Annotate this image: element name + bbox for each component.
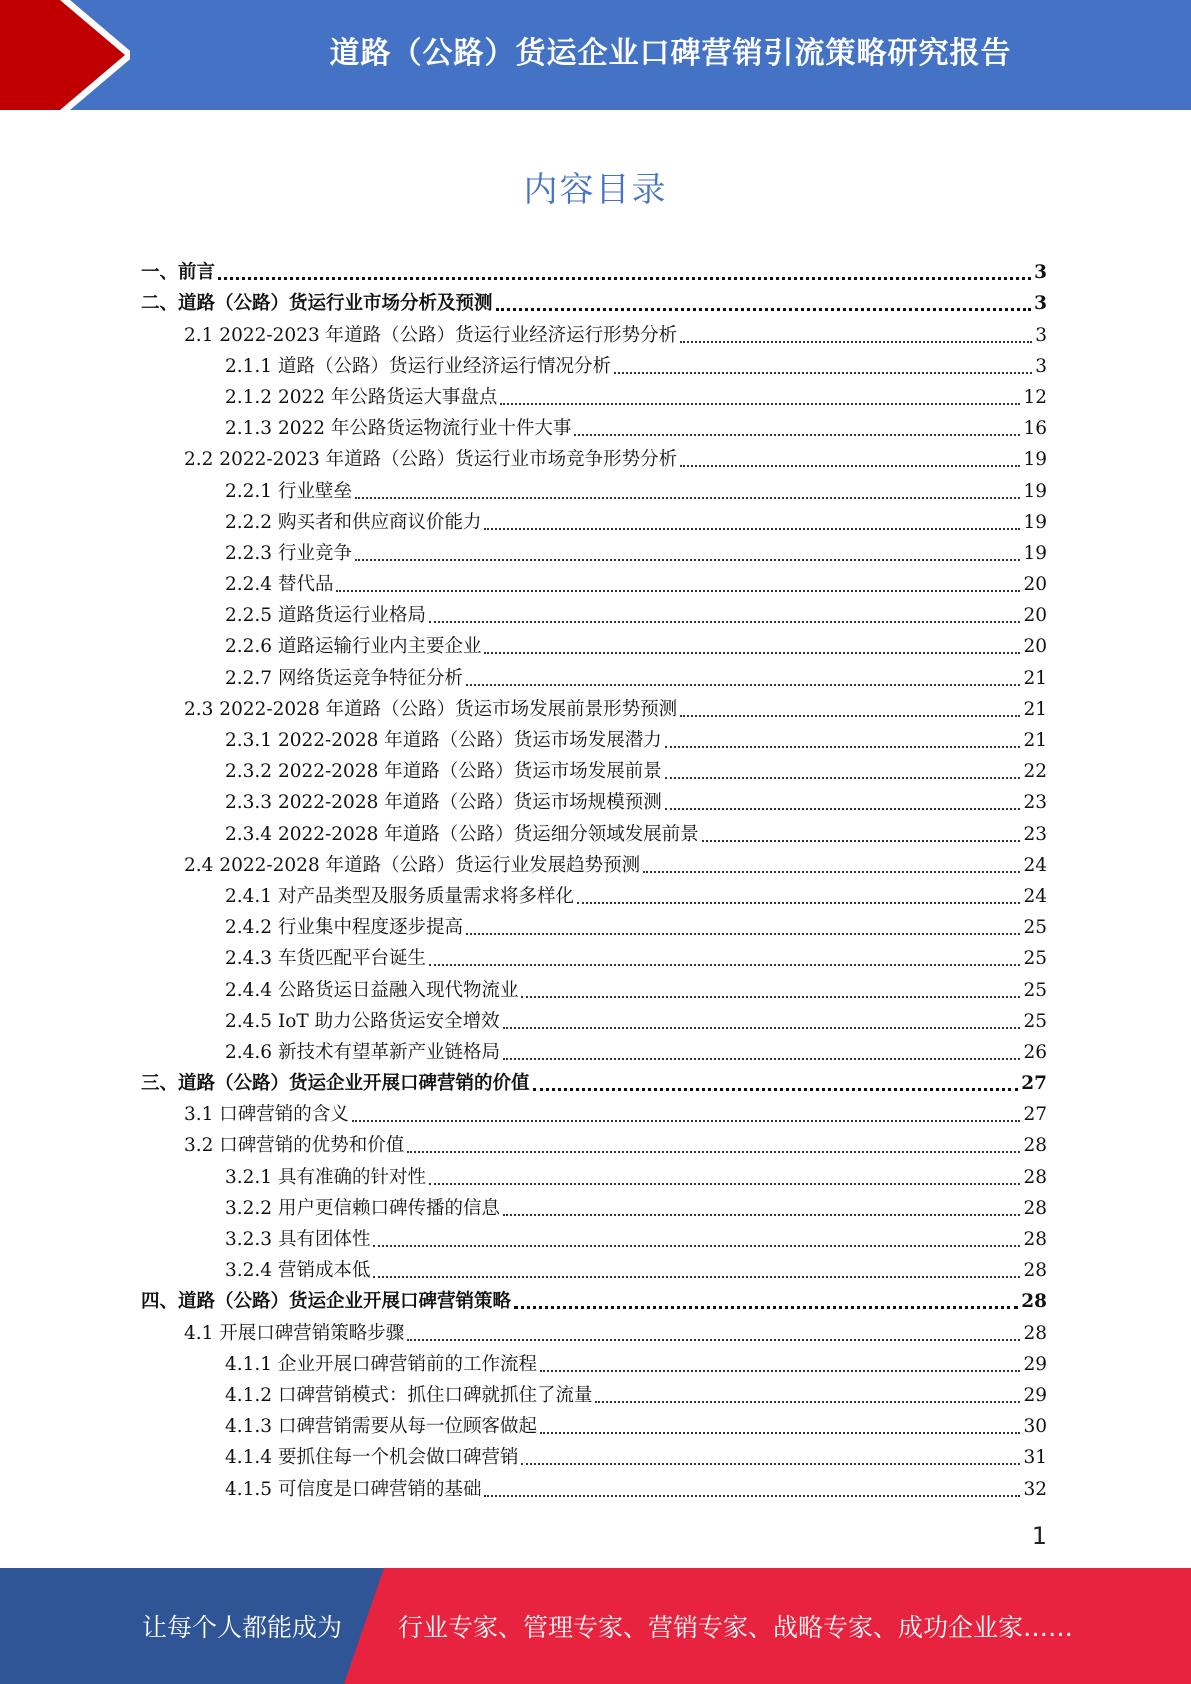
toc-entry-title: 3.2.4 营销成本低 bbox=[225, 1260, 371, 1282]
page-footer bbox=[0, 1568, 1191, 1684]
toc-entry[interactable] bbox=[141, 1439, 1047, 1470]
toc-entry[interactable] bbox=[141, 878, 1047, 909]
toc-leader-dots bbox=[429, 621, 1020, 623]
toc-entry-title: 2.2.5 道路货运行业格局 bbox=[225, 605, 426, 627]
toc-entry[interactable] bbox=[141, 535, 1047, 566]
toc-entry-title: 四、道路（公路）货运企业开展口碑营销策略 bbox=[141, 1291, 512, 1313]
toc-entry[interactable] bbox=[141, 1065, 1047, 1096]
toc-entry-page: 21 bbox=[1023, 667, 1047, 689]
toc-leader-dots bbox=[484, 1495, 1020, 1497]
toc-leader-dots bbox=[218, 277, 1031, 280]
toc-entry-page: 16 bbox=[1023, 418, 1047, 440]
toc-entry-title: 2.4 2022-2028 年道路（公路）货运行业发展趋势预测 bbox=[184, 854, 641, 876]
toc-leader-dots bbox=[614, 372, 1032, 374]
toc-entry-page: 12 bbox=[1023, 386, 1047, 408]
toc-entry[interactable] bbox=[141, 1127, 1047, 1158]
toc-entry-title: 2.1.2 2022 年公路货运大事盘点 bbox=[225, 386, 498, 408]
toc-entry-page: 20 bbox=[1023, 605, 1047, 627]
toc-entry-page: 25 bbox=[1023, 1010, 1047, 1032]
toc-entry-title: 3.2.2 用户更信赖口碑传播的信息 bbox=[225, 1197, 500, 1219]
toc-leader-dots bbox=[500, 403, 1020, 405]
toc-entry-title: 2.4.2 行业集中程度逐步提高 bbox=[225, 917, 463, 939]
toc-leader-dots bbox=[574, 434, 1020, 436]
toc-leader-dots bbox=[373, 1276, 1020, 1278]
toc-leader-dots bbox=[540, 1432, 1020, 1434]
toc-entry[interactable] bbox=[141, 472, 1047, 503]
toc-entry[interactable] bbox=[141, 691, 1047, 722]
toc-entry-title: 4.1 开展口碑营销策略步骤 bbox=[184, 1322, 405, 1344]
toc-leader-dots bbox=[680, 715, 1020, 717]
toc-leader-dots bbox=[540, 1370, 1020, 1372]
toc-entry-title: 2.3.3 2022-2028 年道路（公路）货运市场规模预测 bbox=[225, 792, 662, 814]
toc-entry-page: 24 bbox=[1023, 885, 1047, 907]
toc-entry-title: 2.3.4 2022-2028 年道路（公路）货运细分领域发展前景 bbox=[225, 823, 699, 845]
toc-leader-dots bbox=[407, 1339, 1020, 1341]
toc-leader-dots bbox=[680, 465, 1020, 467]
toc-entry[interactable] bbox=[141, 971, 1047, 1002]
footer-slogan-left: 让每个人都能成为 bbox=[142, 1613, 343, 1642]
toc-entry[interactable] bbox=[141, 1034, 1047, 1065]
toc-entry[interactable] bbox=[141, 815, 1047, 846]
toc-entry[interactable] bbox=[141, 441, 1047, 472]
toc-entry-page: 19 bbox=[1023, 449, 1047, 471]
toc-leader-dots bbox=[643, 871, 1020, 873]
toc-entry-title: 2.3 2022-2028 年道路（公路）货运市场发展前景形势预测 bbox=[184, 698, 678, 720]
toc-entry-page: 25 bbox=[1023, 979, 1047, 1001]
toc-entry-page: 28 bbox=[1021, 1291, 1047, 1313]
toc-entry[interactable] bbox=[141, 628, 1047, 659]
toc-entry-page: 28 bbox=[1023, 1166, 1047, 1188]
toc-entry[interactable] bbox=[141, 659, 1047, 690]
toc-entry[interactable] bbox=[141, 1314, 1047, 1345]
toc-entry-page: 20 bbox=[1023, 574, 1047, 596]
toc-leader-dots bbox=[577, 902, 1020, 904]
toc-entry[interactable] bbox=[141, 379, 1047, 410]
toc-entry-page: 28 bbox=[1023, 1197, 1047, 1219]
toc-leader-dots bbox=[352, 1120, 1021, 1122]
toc-entry[interactable] bbox=[141, 1408, 1047, 1439]
toc-leader-dots bbox=[355, 559, 1021, 561]
toc-entry-page: 29 bbox=[1023, 1384, 1047, 1406]
toc-entry-title: 3.1 口碑营销的含义 bbox=[184, 1104, 349, 1126]
page-header bbox=[0, 0, 1191, 110]
toc-entry-page: 3 bbox=[1034, 293, 1047, 315]
toc-entry[interactable] bbox=[141, 940, 1047, 971]
toc-entry-page: 27 bbox=[1023, 1104, 1047, 1126]
toc-entry-page: 23 bbox=[1023, 823, 1047, 845]
toc-entry-title: 2.1 2022-2023 年道路（公路）货运行业经济运行形势分析 bbox=[184, 324, 678, 346]
toc-entry[interactable] bbox=[141, 909, 1047, 940]
toc-leader-dots bbox=[702, 840, 1021, 842]
toc-entry-title: 2.1.1 道路（公路）货运行业经济运行情况分析 bbox=[225, 355, 611, 377]
toc-entry[interactable] bbox=[141, 285, 1047, 316]
report-title: 道路（公路）货运企业口碑营销引流策略研究报告 bbox=[329, 36, 1012, 71]
toc-entry-page: 20 bbox=[1023, 636, 1047, 658]
toc-leader-dots bbox=[533, 1088, 1019, 1091]
toc-entry-page: 3 bbox=[1035, 355, 1047, 377]
toc-entry-title: 4.1.3 口碑营销需要从每一位顾客做起 bbox=[225, 1416, 537, 1438]
toc-entry[interactable] bbox=[141, 1252, 1047, 1283]
toc-leader-dots bbox=[521, 1463, 1020, 1465]
toc-leader-dots bbox=[373, 1245, 1020, 1247]
toc-entry[interactable] bbox=[141, 1470, 1047, 1501]
toc-leader-dots bbox=[407, 1151, 1020, 1153]
toc-entry-page: 21 bbox=[1023, 698, 1047, 720]
toc-entry-title: 2.4.6 新技术有望革新产业链格局 bbox=[225, 1041, 500, 1063]
toc-entry[interactable] bbox=[141, 1158, 1047, 1189]
toc-entry-title: 2.2.1 行业壁垒 bbox=[225, 480, 352, 502]
toc-entry-title: 4.1.4 要抓住每一个机会做口碑营销 bbox=[225, 1447, 519, 1469]
toc-entry-title: 二、道路（公路）货运行业市场分析及预测 bbox=[141, 293, 493, 315]
toc-entry-page: 28 bbox=[1023, 1229, 1047, 1250]
toc-entry-page: 26 bbox=[1023, 1041, 1047, 1063]
toc-entry-title: 3.2.3 具有团体性 bbox=[225, 1229, 371, 1250]
toc-entry-title: 三、道路（公路）货运企业开展口碑营销的价值 bbox=[141, 1073, 530, 1095]
toc-entry-page: 19 bbox=[1023, 511, 1047, 533]
toc-leader-dots bbox=[503, 1214, 1020, 1216]
toc-leader-dots bbox=[503, 1058, 1020, 1060]
toc-entry[interactable] bbox=[141, 1221, 1047, 1252]
table-of-contents bbox=[141, 254, 1047, 1502]
toc-entry-page: 31 bbox=[1023, 1447, 1047, 1469]
toc-entry-page: 32 bbox=[1023, 1478, 1047, 1500]
toc-leader-dots bbox=[484, 528, 1020, 530]
toc-entry-page: 19 bbox=[1023, 542, 1047, 564]
toc-entry-page: 24 bbox=[1023, 854, 1047, 876]
toc-heading: 内容目录 bbox=[523, 170, 668, 210]
toc-entry-title: 2.2 2022-2023 年道路（公路）货运行业市场竞争形势分析 bbox=[184, 449, 678, 471]
toc-entry[interactable] bbox=[141, 753, 1047, 784]
toc-entry-title: 2.4.1 对产品类型及服务质量需求将多样化 bbox=[225, 885, 574, 907]
toc-entry-page: 27 bbox=[1021, 1073, 1047, 1095]
toc-leader-dots bbox=[680, 341, 1032, 343]
toc-entry-page: 29 bbox=[1023, 1353, 1047, 1375]
toc-entry[interactable] bbox=[141, 566, 1047, 597]
toc-entry-title: 一、前言 bbox=[141, 262, 216, 284]
toc-entry[interactable] bbox=[141, 847, 1047, 878]
toc-entry-page: 21 bbox=[1023, 730, 1047, 751]
toc-leader-dots bbox=[429, 1183, 1020, 1185]
toc-entry-page: 28 bbox=[1023, 1260, 1047, 1282]
footer-slogan-right: 行业专家、管理专家、营销专家、战略专家、成功企业家…… bbox=[398, 1613, 1074, 1642]
toc-leader-dots bbox=[496, 308, 1032, 311]
toc-entry-title: 2.4.5 IoT 助力公路货运安全增效 bbox=[225, 1010, 500, 1032]
toc-leader-dots bbox=[503, 1027, 1021, 1029]
toc-entry-page: 22 bbox=[1023, 761, 1047, 783]
toc-entry-title: 2.2.7 网络货运竞争特征分析 bbox=[225, 667, 463, 689]
toc-leader-dots bbox=[484, 652, 1020, 654]
toc-leader-dots bbox=[466, 933, 1020, 935]
toc-entry-page: 25 bbox=[1023, 948, 1047, 970]
toc-entry-title: 2.4.3 车货匹配平台诞生 bbox=[225, 948, 426, 970]
toc-entry[interactable] bbox=[141, 1190, 1047, 1221]
toc-entry-page: 25 bbox=[1023, 917, 1047, 939]
toc-leader-dots bbox=[665, 746, 1021, 748]
toc-entry[interactable] bbox=[141, 1283, 1047, 1314]
toc-entry-page: 28 bbox=[1023, 1135, 1047, 1157]
toc-entry[interactable] bbox=[141, 722, 1047, 753]
toc-entry-title: 2.3.1 2022-2028 年道路（公路）货运市场发展潜力 bbox=[225, 730, 662, 751]
toc-entry-title: 2.2.6 道路运输行业内主要企业 bbox=[225, 636, 482, 658]
header-red-chevron bbox=[0, 0, 130, 110]
toc-entry-title: 2.2.2 购买者和供应商议价能力 bbox=[225, 511, 482, 533]
toc-entry[interactable] bbox=[141, 410, 1047, 441]
toc-entry[interactable] bbox=[141, 504, 1047, 535]
toc-leader-dots bbox=[429, 964, 1020, 966]
toc-entry[interactable] bbox=[141, 1096, 1047, 1127]
toc-entry-title: 2.4.4 公路货运日益融入现代物流业 bbox=[225, 979, 519, 1001]
toc-entry-page: 19 bbox=[1023, 480, 1047, 502]
toc-entry[interactable] bbox=[141, 348, 1047, 379]
toc-entry[interactable] bbox=[141, 1377, 1047, 1408]
toc-entry[interactable] bbox=[141, 1346, 1047, 1377]
toc-leader-dots bbox=[521, 996, 1020, 998]
toc-entry-title: 2.2.4 替代品 bbox=[225, 574, 334, 596]
toc-entry-title: 3.2.1 具有准确的针对性 bbox=[225, 1166, 426, 1188]
toc-entry-page: 3 bbox=[1035, 324, 1047, 346]
toc-leader-dots bbox=[595, 1401, 1020, 1403]
toc-leader-dots bbox=[514, 1306, 1018, 1309]
toc-entry-title: 4.1.1 企业开展口碑营销前的工作流程 bbox=[225, 1353, 537, 1375]
toc-entry[interactable] bbox=[141, 597, 1047, 628]
page-number: 1 bbox=[1031, 1522, 1047, 1550]
toc-leader-dots bbox=[355, 497, 1021, 499]
toc-entry-title: 2.1.3 2022 年公路货运物流行业十件大事 bbox=[225, 418, 572, 440]
toc-entry-page: 3 bbox=[1034, 262, 1047, 284]
toc-entry-page: 23 bbox=[1023, 792, 1047, 814]
toc-entry-page: 28 bbox=[1023, 1322, 1047, 1344]
toc-entry-title: 3.2 口碑营销的优势和价值 bbox=[184, 1135, 405, 1157]
toc-leader-dots bbox=[466, 684, 1020, 686]
toc-entry-title: 4.1.5 可信度是口碑营销的基础 bbox=[225, 1478, 482, 1500]
toc-entry[interactable] bbox=[141, 1003, 1047, 1034]
toc-entry-title: 2.2.3 行业竞争 bbox=[225, 542, 352, 564]
toc-leader-dots bbox=[665, 777, 1021, 779]
toc-leader-dots bbox=[336, 590, 1020, 592]
toc-entry[interactable] bbox=[141, 316, 1047, 347]
toc-entry[interactable] bbox=[141, 784, 1047, 815]
toc-entry-title: 4.1.2 口碑营销模式：抓住口碑就抓住了流量 bbox=[225, 1384, 593, 1406]
toc-entry-page: 30 bbox=[1023, 1416, 1047, 1438]
toc-entry-title: 2.3.2 2022-2028 年道路（公路）货运市场发展前景 bbox=[225, 761, 662, 783]
toc-entry[interactable] bbox=[141, 254, 1047, 285]
toc-leader-dots bbox=[665, 808, 1021, 810]
